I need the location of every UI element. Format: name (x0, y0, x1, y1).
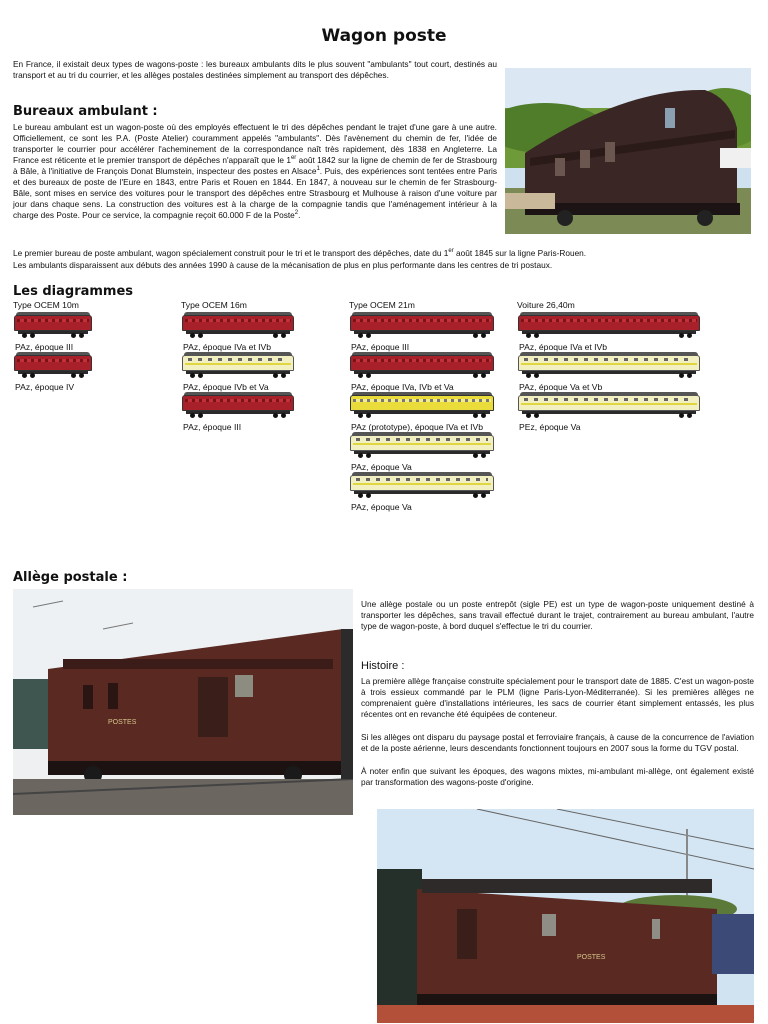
photo-allege-postale (13, 589, 353, 815)
wagon-caption: PAz, époque IVa et IVb (183, 342, 272, 352)
wagon-caption: PEz, époque Va (519, 422, 581, 432)
photo-bureau-ambulant (505, 68, 751, 234)
wagon-diagram (14, 312, 92, 338)
wagon-diagram (518, 352, 700, 378)
diagram-column-title: Type OCEM 16m (181, 300, 247, 310)
wagon-diagram (182, 352, 294, 378)
wagon-caption: PAz, époque IV (15, 382, 75, 392)
wagon-caption: PAz, époque III (351, 342, 410, 352)
wagon-caption: PAz, époque IVa et IVb (519, 342, 608, 352)
bureaux-paragraph-2: Le premier bureau de poste ambulant, wagon spécialement construit pour le tri et le transport des dépêches, date du 1er août 1845 sur la ligne Paris-Rouen. (13, 248, 587, 258)
allege-paragraph-3: Si les allèges ont disparu du paysage postal et ferroviaire français, à cause de la concurrence de l'aviation et de la poste aérienne, leurs descendants fonctionnent toujours en 2007 sous la forme du TGV postal. (361, 732, 754, 753)
bureaux-paragraph-3: Les ambulants disparaissent aux débuts des années 1990 à cause de la mécanisation de plus en plus performante dans les centres de tri postaux. (13, 260, 553, 270)
diagram-column-title: Type OCEM 21m (349, 300, 415, 310)
histoire-heading: Histoire : (361, 660, 405, 672)
diagram-column-title: Voiture 26,40m (517, 300, 575, 310)
allege-paragraph-2: La première allège française construite spécialement pour le transport date de 1885. C'est un wagon-poste à trois essieux commandé par le PLM (ligne Paris-Lyon-Méditerranée). Si les premières allèges ne comprenaient guère d'installations intérieures, les sacs de courrier étant simplement entassés, les plus récentes ont en revanche été équipées de conteneur. (361, 676, 754, 719)
postes-label-2: POSTES (577, 954, 606, 961)
diagram-column-title: Type OCEM 10m (13, 300, 79, 310)
wagon-diagram (182, 392, 294, 418)
wagon-diagram (350, 352, 494, 378)
postes-label-1: POSTES (108, 719, 137, 726)
intro-paragraph: En France, il existait deux types de wagons-poste : les bureaux ambulants dits le plus souvent "ambulants" tout court, destinés au transport et au tri du courrier, et les allèges postales destinées simplement au transport des dépêches. (13, 59, 497, 80)
wagon-diagram (350, 392, 494, 418)
allege-paragraph-4: À noter enfin que suivant les époques, des wagons mixtes, mi-ambulant mi-allège, ont également existé par transformation des wagons-poste d'origine. (361, 766, 754, 787)
wagon-diagram (350, 312, 494, 338)
wagon-diagram (518, 392, 700, 418)
wagon-caption: PAz, époque Va et Vb (519, 382, 603, 392)
wagon-caption: PAz, époque III (15, 342, 74, 352)
wagon-caption: PAz, époque III (183, 422, 242, 432)
bureaux-paragraph-1: Le bureau ambulant est un wagon-poste où des employés effectuent le tri des dépêches pendant le trajet d'une gare à une autre. Officiellement, ce sont les P.A. (Poste Atelier) couramment appelés "ambulants". Dès l'avènement du chemin de fer, l'idée de transporter le courrier pour accélérer l'acheminement de la correspondance naît très rapidement, dès 1838 en Angleterre. La France est réticente et le premier transport de dépêches n'apparaît que le 1er août 1842 sur la ligne de chemin de fer de Strasbourg à Bâle, à l'initiative de François Donat Blumstein, inspecteur des postes en Alsace$^1$. Puis, des expériences sont tentées entre Paris et des bureaux de poste de l'Eure en 1843, entre Paris et Rouen en 1844. En 1847, à nouveau sur le chemin de fer Strasbourg-Bâle, sont mises en service des voitures pour le transport des dépêches entre Strasbourg et Mulhouse à raison d'une voiture par jour dans chaque sens. La construction des voitures est à la charge de la compagnie tandis que l'aménagement intérieur à la charge des Poste. Pour ce service, la compagnie reçoit 60.000 F de la Poste$^2$. (13, 122, 497, 220)
wagon-diagram (350, 472, 494, 498)
page-title: Wagon poste (321, 26, 447, 46)
wagon-diagram (350, 432, 494, 458)
allege-heading: Allège postale : (13, 570, 128, 585)
wagon-diagram (14, 352, 92, 378)
allege-paragraph-1: Une allège postale ou un poste entrepôt (sigle PE) est un type de wagon-poste uniquement destiné à transporter les dépêches, sans travail effectué durant le trajet, contrairement au bureau ambulant, l'autre type de wagon-poste, à bord duquel s'effectue le tri du courrier. (361, 599, 754, 631)
diagrammes-heading: Les diagrammes (13, 284, 134, 299)
photo-wagon-postes (377, 809, 754, 1023)
wagon-diagram (182, 312, 294, 338)
wagon-caption: PAz, époque Va (351, 462, 412, 472)
wagon-caption: PAz, époque IVb et Va (183, 382, 269, 392)
wagon-caption: PAz (prototype), époque IVa et IVb (351, 422, 484, 432)
wagon-diagram (518, 312, 700, 338)
wagon-caption: PAz, époque IVa, IVb et Va (351, 382, 454, 392)
bureaux-heading: Bureaux ambulant : (13, 104, 158, 119)
wagon-caption: PAz, époque Va (351, 502, 412, 512)
